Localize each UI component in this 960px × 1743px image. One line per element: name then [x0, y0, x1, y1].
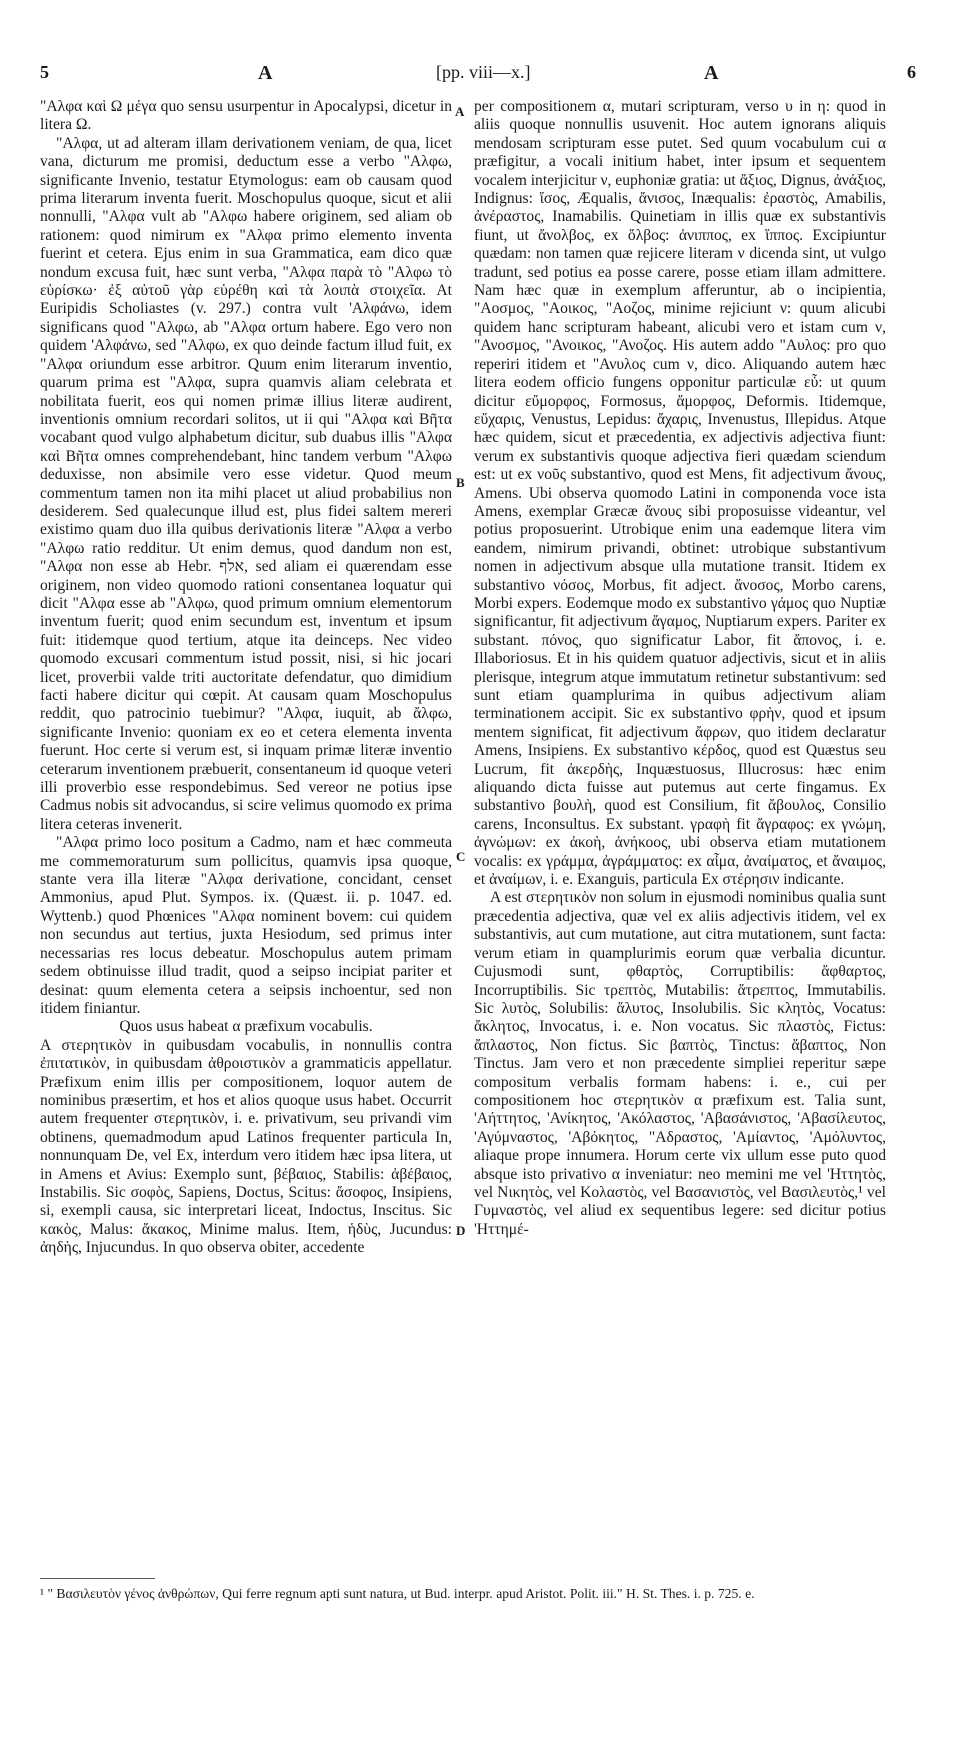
right-page-number: 6 — [907, 62, 916, 82]
paragraph: "Αλφα primo loco positum a Cadmo, nam et hæc commeuta me commemoraturum sum pollicitus, quamvis ipsa quoque, stante vera illa literæ "Αλφα derivatione, concidant, censet Ammonius, apud Plut. Sympos. ix. (Quæst. ii. p. 1047. ed. Wyttenb.) quod Phœnices "Αλφα nominent bovem: cui quidem non secundus aut tertius, juxta Hesiodum, sed primus inter necessarias res locus debeatur. Moschopulus autem primam sedem obtinuisse illud tradit, quod a seipso incipiat pariter et desinat: quum elementa cetera a seipsis inchoentur, sed non itidem finiantur. — [40, 834, 452, 1017]
footnote-rule — [40, 1578, 155, 1579]
left-page-number: 5 — [40, 62, 49, 82]
left-column — [40, 98, 452, 1258]
header-letter-left: A — [258, 62, 273, 84]
header-page-range: [pp. viii—x.] — [436, 62, 531, 82]
margin-marker-d: D — [456, 1223, 466, 1238]
paragraph: per compositionem α, mutari scripturam, verso υ in η: quod in aliis quoque nonnullis usuvenit. Hoc autem ignorans aliquis mendosam scripturam esse putet. Sed quum vocabulum cui α præfigitur, a vocali initium habet, inter ipsum et sequentem vocalem interjicitur ν, euphoniæ gratia: ut ἄξιος, Dignus, ἀνάξιος, Indignus: ἴσος, Æqualis, ἄνισος, Inæqualis: ἐραστὸς, Amabilis, ἀνέραστος, Inamabilis. Quinetiam in illis quæ ex substantivis fiunt, ut ἄνολβος, ex ὄλβος: ἀνιππος, ex ἵππος. Excipiuntur quædam: non tamen quæ rejicere literam ν dicenda sint, ut vulgo tradunt, sed potius ea posse carere, posse etiam illam admittere. Nam hæc quæ in exemplum afferuntur, ab ο incipientia, "Αοσμος, "Αοικος, "Αοζος, minime rejiciunt ν: quum alicubi quidem hanc scripturam habeant, alicubi vero et istam cum ν, "Ανοσμος, "Ανοικος, "Ανοζος. His autem addo "Αυλος: pro quo reperiri itidem et "Ανυλος cum ν, dico. Aliquando autem hæc litera eodem officio fungens opponitur particulæ εὖ: ut quum dicitur εὔμορφος, Formosus, ἄμορφος, Deformis. Itidemque, εὔχαρις, Venustus, Lepidus: ἄχαρις, Invenustus, Illepidus. Atque hæc quidem, sicut et præcedentia, ex adjectivis adjectiva fiunt: verum ex substantivis quoque adjectiva fieri quædam sciendum est: ut ex νοῦς substantivo, quod est Mens, fit adjectivum ἄνους, Amens. Ubi observa quomodo Latini in componenda voce ista Amens, exemplar Græcæ ἄνους sibi proposuisse videantur, vel potius proposuerint. Utrobique enim una eademque litera vim eandem, nimirum privandi, obtinet: utrobique substantivum nomen in adjectivum absque ulla mutatione transit. Itidem ex substantivo νόσος, Morbus, fit adject. ἄνοσος, Morbo carens, Morbi expers. Eodemque modo ex substantivo γάμος quo Nuptiæ significantur, fit adjectivum ἄγαμος, Nuptiarum expers. Pariter ex substant. πόνος, quo significatur Labor, fit ἄπονος, i. e. Illaboriosus. Et in his quidem quatuor adjectivis, sicut et in aliis plerisque, integrum atque immutatum retinetur substantivum: sed sunt etiam quamplurima in quibus adjectivum aliam terminationem accipit. Sic ex substantivo φρὴν, quod et ipsum mentem significat, fit adjectivum ἄφρων, quo itidem declaratur Amens, Insipiens. Ex substantivo κέρδος, quod est Quæstus seu Lucrum, fit ἀκερδὴς, Inquæstuosus, Illucrosus: hæc enim aliquando dicta fuisse aut putemus aut certe fingamus. Ex substantivo βουλὴ, quod est Consilium, fit ἄβουλος, Consilio carens, Inconsultus. Ex substant. γραφὴ fit ἄγραφος: ex γνώμη, ἀγνώμων: ex ἀκοὴ, ἀνήκοος, ubi observa etiam mutationem vocalis: ex γράμμα, ἀγράμματος: ex αἷμα, ἀναίματος, et ἄναιμος, et ἀναίμων, i. e. Exanguis, particula Ex στέρησιν indicante. — [474, 98, 886, 889]
section-heading: Quos usus habeat α præfixum vocabulis. — [119, 1018, 373, 1036]
margin-marker-a: A — [455, 104, 465, 119]
running-header — [36, 62, 924, 86]
right-column — [474, 98, 886, 1239]
header-letter-right: A — [704, 62, 719, 84]
paragraph: A est στερητικὸν non solum in ejusmodi nominibus qualia sunt præcedentia adjectiva, quæ vel ex aliis adjectivis itidem, vel ex substantivis, aut cum mutatione, aut citra mutationem, sunt facta: verum etiam in quamplurimis eorum quæ verbalia dicuntur. Cujusmodi sunt, φθαρτὸς, Corruptibilis: ἄφθαρτος, Incorruptibilis. Sic τρεπτὸς, Mutabilis: ἄτρεπτος, Immutabilis. Sic λυτὸς, Solubilis: ἄλυτος, Insolubilis. Sic κλητὸς, Vocatus: ἄκλητος, Invocatus, i. e. Non vocatus. Sic πλαστὸς, Fictus: ἄπλαστος, Non fictus. Sic βαπτὸς, Tinctus: ἄβαπτος, Non Tinctus. Jam vero et non præcedente simpliei reperitur sæpe compositum verbalis formam habens: i. e., cui per compositionem hoc στερητικὸν α præfixum est. Talia sunt, 'Αήττητος, 'Ανίκητος, 'Ακόλαστος, 'Αβασάνιστος, 'Αβασίλευτος, 'Αγύμναστος, 'Αβόκητος, "Αδραστος, 'Αμίαντος, 'Αμόλυντος, aliaque prope innumera. Horum certe vix ullum esse puto quod absque isto privativo α inveniatur: neo memini me vel 'Ηττητὸς, vel Νικητὸς, vel Κολαστὸς, vel Βασανιστὸς, vel Βασιλευτὸς,¹ vel Γυμναστὸς, vel aliud ex sequentibus legere: sed dicitur potius 'Ηττημέ- — [474, 889, 886, 1238]
footnote: ¹ " Βασιλευτὸν γένος ἀνθρώπων, Qui ferre regnum apti sunt natura, ut Bud. interpr. apud Aristot. Polit. iii." H. St. Thes. i. p. 725. e. — [40, 1586, 755, 1601]
margin-marker-b: B — [456, 475, 465, 490]
paragraph: A στερητικὸν in quibusdam vocabulis, in nonnullis contra ἐπιτατικὸν, in quibusdam ἀθροιστικὸν a grammaticis appellatur. Præfixum enim illis per compositionem, loquor autem de nominibus præsertim, et hos et alios quoque usus habet. Occurrit autem frequenter στερητικὸν, i. e. privativum, seu privandi vim obtinens, quemadmodum apud Latinos frequenter particula In, nonnunquam De, vel Ex, interdum vero itidem hæc ipsa litera, ut in Amens et Avius: Exemplo sunt, βέβαιος, Stabilis: ἀβέβαιος, Instabilis. Sic σοφὸς, Sapiens, Doctus, Scitus: ἄσοφος, Insipiens, si, exempli causa, sic interpretari liceat, Indoctus, Inscitus. Sic κακὸς, Malus: ἄκακος, Minime malus. Item, ἡδὺς, Jucundus: ἀηδὴς, Injucundus. In quo observa obiter, accedente — [40, 1036, 452, 1257]
paragraph: "Αλφα, ut ad alteram illam derivationem veniam, de qua, licet vana, dicturum me promisi, deductum esse a verbo "Αλφω, significante Invenio, testatur Etymologus: eam ob causam quod prima literarum inventa fuerit. Moschopulus quoque, sicut et alii nonnulli, "Αλφα vult ab "Αλφω habere originem, sed aliam ob rationem: quod nimirum ex "Αλφα primo elemento inventa fuerint et cetera. Ejus enim in sua Grammatica, eam dico quæ nondum excusa fuit, hæc sunt verba, "Αλφα παρὰ τὸ "Αλφω τὸ εὑρίσκω· ἐξ αὐτοῦ γὰρ εὑρέθη καὶ τὰ λοιπὰ στοιχεῖα. At Euripidis Scholiastes (v. 297.) contra vult 'Αλφάνω, idem significans quod "Αλφω, ab "Αλφα ortum habere. Ego vero non quidem 'Αλφάνω, sed "Αλφω, ex quo deinde factum illud fuit, ex "Αλφα oriundum esse arbitror. Quum enim literarum inventio, quarum prima est "Αλφα, supra quamvis aliam celebrata et nobilitata fuerit, eos qui nomen primæ illius literæ audirent, inventionis omnium recordari solitos, ut ii qui "Αλφα καὶ Βῆτα vocabant quod vulgo alphabetum dicitur, sub duabus illis "Αλφα καὶ Βῆτα omnes comprehendebant, hinc tandem verbum "Αλφω deduxisse, non absimile vero esse videtur. Quod meum commentum tamen non ita mihi placet ut aliud probabilius non desiderem. Sed qualecunque illud est, plus fidei saltem mereri existimo quam duo illa quibus derivationis literæ "Αλφα a verbo "Αλφω ratio redditur. Ut enim demus, quod dandum non est, "Αλφα non esse ab Hebr. אלף, sed aliam ei quærendam esse originem, non video quomodo rationi consentanea loquatur qui dicit "Αλφα esse ab "Αλφω, quod primum omnium elementorum inventum fuerit; quod enim secundum est, inventum et ipsum fuit: itidemque quod tertium, atque ita deinceps. Nec video quomodo excusari commentum istud possit, nisi, si hic jocari licet, proverbii valde triti auctoritate defendatur, quo dimidium facti habere dicitur qui cœpit. At causam quam Moschopulus reddit, quo patrocinio tuebimur? "Αλφα, iuquit, ab ἄλφω, significante Invenio: quoniam ex eo et cetera elementa inventa fuerunt. Hoc certe si verum est, si inquam primæ literæ inventio ceterarum inventionem præbuerit, consentaneum id quoque veteri illi proverbio esse respondebimus. Sed vereor ne potius ipse Cadmus nobis sit advocandus, si scire velimus quomodo ex prima litera ceteras invenerit. — [40, 134, 452, 833]
margin-marker-c: C — [456, 849, 466, 864]
paragraph: "Αλφα καὶ Ω μέγα quo sensu usurpentur in Apocalypsi, dicetur in litera Ω. — [40, 98, 452, 134]
